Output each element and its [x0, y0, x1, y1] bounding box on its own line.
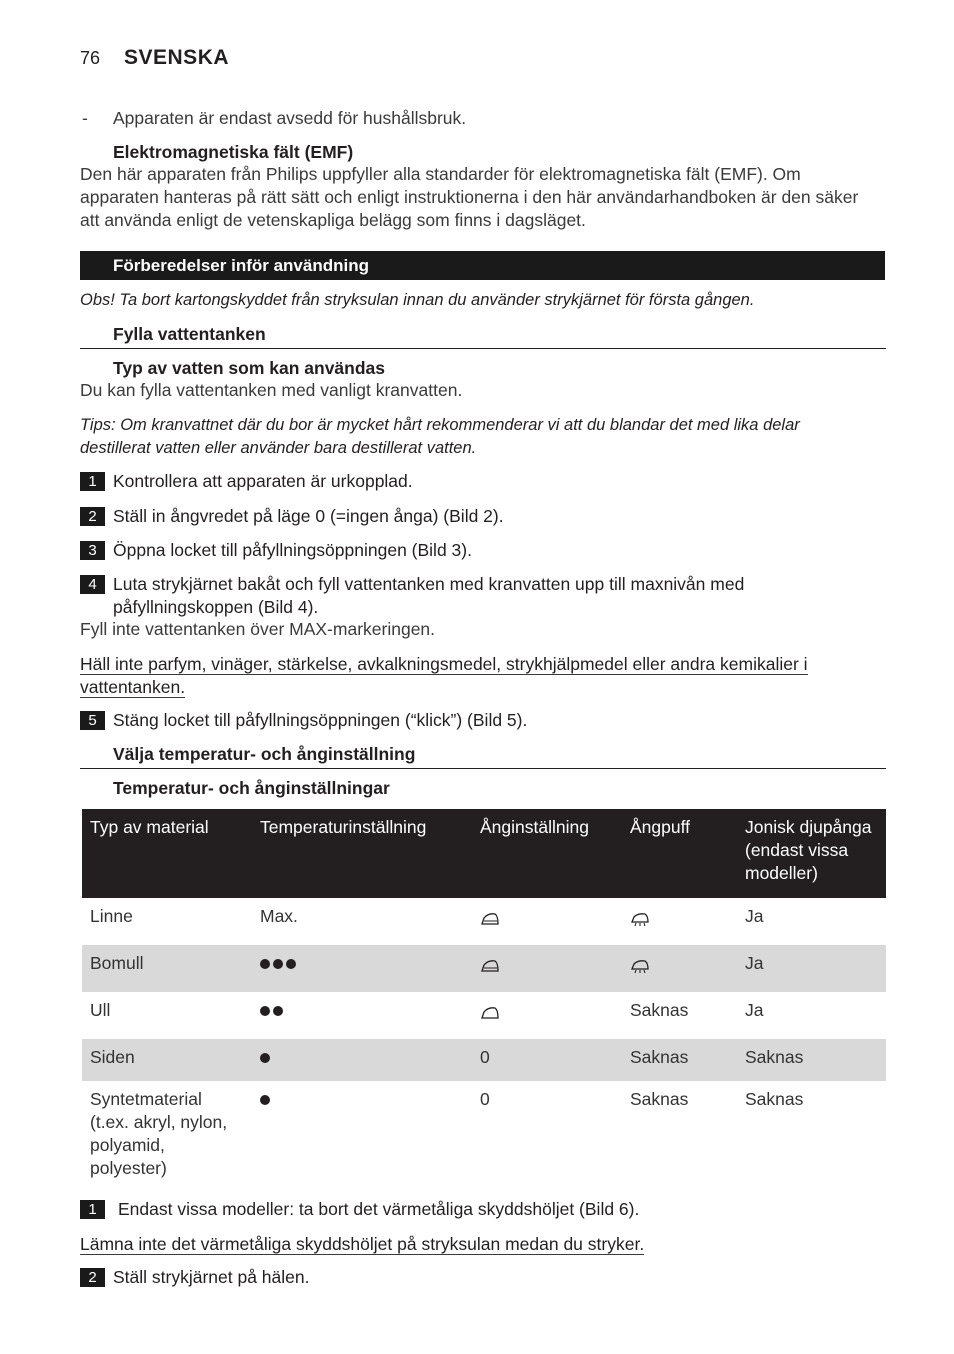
heading-rule	[80, 348, 886, 349]
temperature-dot	[260, 1095, 270, 1105]
step-number: 2	[80, 1268, 105, 1287]
temperature-cell	[252, 992, 472, 1039]
temperature-cell	[252, 1039, 472, 1081]
material-cell: Bomull	[82, 945, 252, 992]
material-cell: Linne	[90, 906, 133, 926]
emf-line: Den här apparaten från Philips uppfyller alla standarder för elektromagnetiska fält (EMF). Om	[80, 164, 801, 184]
material-cell: Siden	[82, 1039, 252, 1081]
heading-rule	[80, 768, 886, 769]
temperature-dot	[286, 959, 296, 969]
step-number: 4	[80, 575, 105, 594]
bullet-text: Apparaten är endast avsedd för hushållsbruk.	[113, 108, 467, 128]
steam-shot-cell: Saknas	[622, 1039, 737, 1081]
material-cell: Syntetmaterial (t.ex. akryl, nylon, polyamid, polyester)	[90, 1089, 228, 1178]
emf-line: apparaten hanteras på rätt sätt och enligt instruktionerna i den här användarhandboken är den säker	[80, 187, 859, 207]
step-line: Luta strykjärnet bakåt och fyll vattentanken med kranvatten upp till maxnivån med	[113, 574, 745, 594]
column-header: Temperaturinställning	[252, 809, 472, 898]
table-row	[82, 1039, 886, 1081]
table-row	[82, 898, 886, 945]
step-number: 5	[80, 711, 105, 730]
step-text	[113, 573, 744, 619]
steam-cell	[472, 898, 622, 945]
fill-tank-heading: Fylla vattentanken	[113, 324, 266, 344]
column-header: Jonisk djupånga (endast vissa modeller)	[737, 809, 886, 898]
table-row	[82, 992, 886, 1039]
max-note: Fyll inte vattentanken över MAX-markeringen.	[80, 619, 436, 639]
step-text: Ställ in ångvredet på läge 0 (=ingen ånga) (Bild 2).	[113, 506, 504, 526]
carton-note: Obs! Ta bort kartongskyddet från stryksulan innan du använder strykjärnet för första gången.	[80, 291, 755, 309]
step-text: Öppna locket till påfyllningsöppningen (Bild 3).	[113, 540, 472, 560]
emf-line: att använda enligt de vetenskapliga belägg som finns i dagsläget.	[80, 210, 586, 230]
step-line: påfyllningskoppen (Bild 4).	[113, 597, 319, 617]
temperature-cell	[252, 1081, 472, 1192]
steam-cell	[472, 945, 622, 992]
chemical-warning	[80, 653, 808, 699]
tip-paragraph	[80, 414, 800, 460]
steam-cell: 0	[480, 1089, 490, 1109]
table-row	[82, 1081, 886, 1192]
ionic-cell: Ja	[737, 945, 886, 992]
page-number: 76	[80, 48, 101, 68]
temperature-dot	[260, 1006, 270, 1016]
column-header: Typ av material	[82, 809, 252, 898]
temp-subheading: Temperatur- och ånginställningar	[113, 778, 390, 798]
steam-shot-icon	[630, 958, 650, 974]
step-text: Endast vissa modeller: ta bort det värmetåliga skyddshöljet (Bild 6).	[118, 1199, 640, 1219]
material-cell: Ull	[90, 1000, 111, 1020]
steam-cell: 0	[472, 1039, 622, 1081]
step-number: 1	[80, 472, 105, 491]
steam-high-icon	[480, 911, 500, 927]
temperature-dot	[260, 1053, 270, 1063]
tip-line: destillerat vatten eller använder bara destillerat vatten.	[80, 439, 477, 457]
column-header: Ånginställning	[472, 809, 622, 898]
page-title: SVENSKA	[124, 46, 230, 69]
step-text: Ställ strykjärnet på hälen.	[113, 1267, 310, 1287]
steam-low-icon	[480, 1005, 500, 1021]
cover-warning	[80, 1233, 644, 1256]
settings-table	[82, 809, 886, 1192]
table-row	[82, 945, 886, 992]
section-bar: Förberedelser inför användning	[80, 251, 885, 280]
emf-heading: Elektromagnetiska fält (EMF)	[113, 142, 354, 162]
temperature-dot	[273, 959, 283, 969]
ionic-cell: Ja	[745, 1000, 764, 1020]
steam-cell	[472, 992, 622, 1039]
table-header-row	[82, 809, 886, 898]
bullet-dash: -	[82, 108, 88, 128]
step-number: 2	[80, 507, 105, 526]
ionic-cell: Saknas	[737, 1039, 886, 1081]
step-number: 3	[80, 541, 105, 560]
steam-shot-cell: Saknas	[630, 1000, 689, 1020]
steam-shot-cell: Saknas	[630, 1089, 689, 1109]
steam-high-icon	[480, 958, 500, 974]
temperature-dot	[260, 959, 270, 969]
step-text: Kontrollera att apparaten är urkopplad.	[113, 471, 413, 491]
temperature-cell	[252, 945, 472, 992]
step-number: 1	[80, 1200, 105, 1219]
warning-line: Lämna inte det värmetåliga skyddshöljet på stryksulan medan du stryker.	[80, 1234, 645, 1254]
emf-paragraph	[80, 163, 858, 232]
temp-heading: Välja temperatur- och ånginställning	[113, 744, 416, 764]
warning-line: vattentanken.	[80, 677, 186, 697]
water-type-text: Du kan fylla vattentanken med vanligt kranvatten.	[80, 380, 463, 400]
ionic-cell: Ja	[745, 906, 764, 926]
water-type-heading: Typ av vatten som kan användas	[113, 358, 386, 378]
temperature-dot	[273, 1006, 283, 1016]
steam-shot-cell	[622, 898, 737, 945]
tip-line: Tips: Om kranvattnet där du bor är mycket hårt rekommenderar vi att du blandar det med lika delar	[80, 416, 800, 434]
step-text: Stäng locket till påfyllningsöppningen (“klick”) (Bild 5).	[113, 710, 528, 730]
steam-shot-icon	[630, 911, 650, 927]
warning-line: Häll inte parfym, vinäger, stärkelse, avkalkningsmedel, strykhjälpmedel eller andra kemikalier i	[80, 654, 808, 674]
column-header: Ångpuff	[622, 809, 737, 898]
ionic-cell: Saknas	[745, 1089, 804, 1109]
temperature-cell: Max.	[260, 906, 298, 926]
steam-shot-cell	[622, 945, 737, 992]
